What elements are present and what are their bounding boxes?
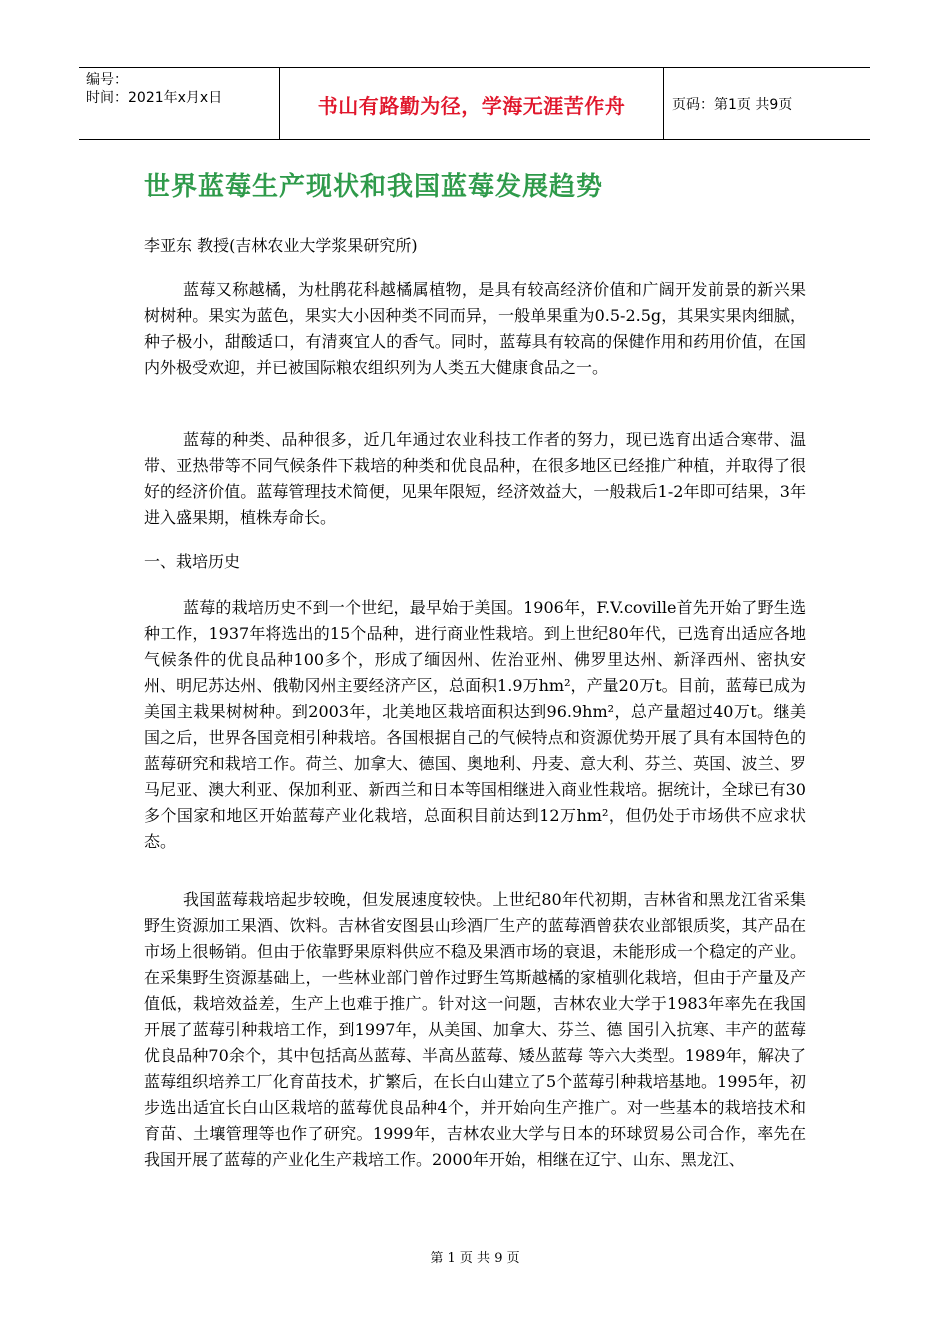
document-header <box>79 67 870 140</box>
page-footer: 第 1 页 共 9 页 <box>430 1251 520 1266</box>
header-meta-cell <box>79 68 280 139</box>
paragraph-varieties: 蓝莓的种类、品种很多，近几年通过农业科技工作者的努力，现已选育出适合寒带、温带、亚热带等不同气候条件下栽培的种类和优良品种，在很多地区已经推广种植，并取得了很好的经济价值。蓝莓管理技术简便，见果年限短，经济效益大，一般栽后1-2年即可结果，3年进入盛果期，植株寿命长。 <box>144 430 806 527</box>
author-line: 李亚东 教授(吉林农业大学浆果研究所) <box>144 236 418 255</box>
document-title: 世界蓝莓生产现状和我国蓝莓发展趋势 <box>144 172 604 202</box>
time-label: 时间：2021年x月x日 <box>86 90 223 106</box>
paragraph-intro: 蓝莓又称越橘，为杜鹃花科越橘属植物，是具有较高经济价值和广阔开发前景的新兴果树树种。果实为蓝色，果实大小因种类不同而异，一般单果重为0.5-2.5g，其果实果肉细腻，种子极小，甜酸适口，有清爽宜人的香气。同时，蓝莓具有较高的保健作用和药用价值，在国内外极受欢迎，并已被国际粮农组织列为人类五大健康食品之一。 <box>144 280 806 377</box>
header-motto-cell <box>280 68 664 139</box>
motto-text: 书山有路勤为径，学海无涯苦作舟 <box>317 94 626 118</box>
paragraph-world-history: 蓝莓的栽培历史不到一个世纪，最早始于美国。1906年，F.V.coville首先开始了野生选种工作，1937年将选出的15个品种，进行商业性栽培。到上世纪80年代，已选育出适应各地气候条件的优良品种100多个，形成了缅因州、佐治亚州、佛罗里达州、新泽西州、密执安州、明尼苏达州、俄勒冈州主要经济产区，总面积1.9万hm²，产量20万t。目前，蓝莓已成为美国主栽果树树种。到2003年，北美地区栽培面积达到96.9hm²，总产量超过40万t。继美国之后，世界各国竞相引种栽培。各国根据自己的气候特点和资源优势开展了具有本国特色的蓝莓研究和栽培工作。荷兰、加拿大、德国、奥地利、丹麦、意大利、芬兰、英国、波兰、罗马尼亚、澳大利亚、保加利亚、新西兰和日本等国相继进入商业性栽培。据统计，全球已有30多个国家和地区开始蓝莓产业化栽培，总面积目前达到12万hm²，但仍处于市场供不应求状态。 <box>144 598 806 851</box>
header-page-cell <box>664 68 870 139</box>
number-label: 编号： <box>86 72 128 88</box>
page-label: 页码：第1页 共9页 <box>672 96 793 113</box>
paragraph-china-history: 我国蓝莓栽培起步较晚，但发展速度较快。上世纪80年代初期，吉林省和黑龙江省采集野生资源加工果酒、饮料。吉林省安图县山珍酒厂生产的蓝莓酒曾获农业部银质奖，其产品在市场上很畅销。但由于依靠野果原料供应不稳及果酒市场的衰退，未能形成一个稳定的产业。在采集野生资源基础上，一些林业部门曾作过野生笃斯越橘的家植驯化栽培，但由于产量及产值低，栽培效益差，生产上也难于推广。针对这一问题，吉林农业大学于1983年率先在我国开展了蓝莓引种栽培工作，到1997年，从美国、加拿大、芬兰、德 国引入抗寒、丰产的蓝莓优良品种70余个，其中包括高丛蓝莓、半高丛蓝莓、矮丛蓝莓 等六大类型。1989年，解决了蓝莓组织培养工厂化育苗技术，扩繁后，在长白山建立了5个蓝莓引种栽培基地。1995年，初步选出适宜长白山区栽培的蓝莓优良品种4个，并开始向生产推广。对一些基本的栽培技术和育苗、土壤管理等也作了研究。1999年，吉林农业大学与日本的环球贸易公司合作，率先在我国开展了蓝莓的产业化生产栽培工作。2000年开始，相继在辽宁、山东、黑龙江、 <box>144 890 806 1169</box>
section-heading-history: 一、栽培历史 <box>144 552 241 571</box>
